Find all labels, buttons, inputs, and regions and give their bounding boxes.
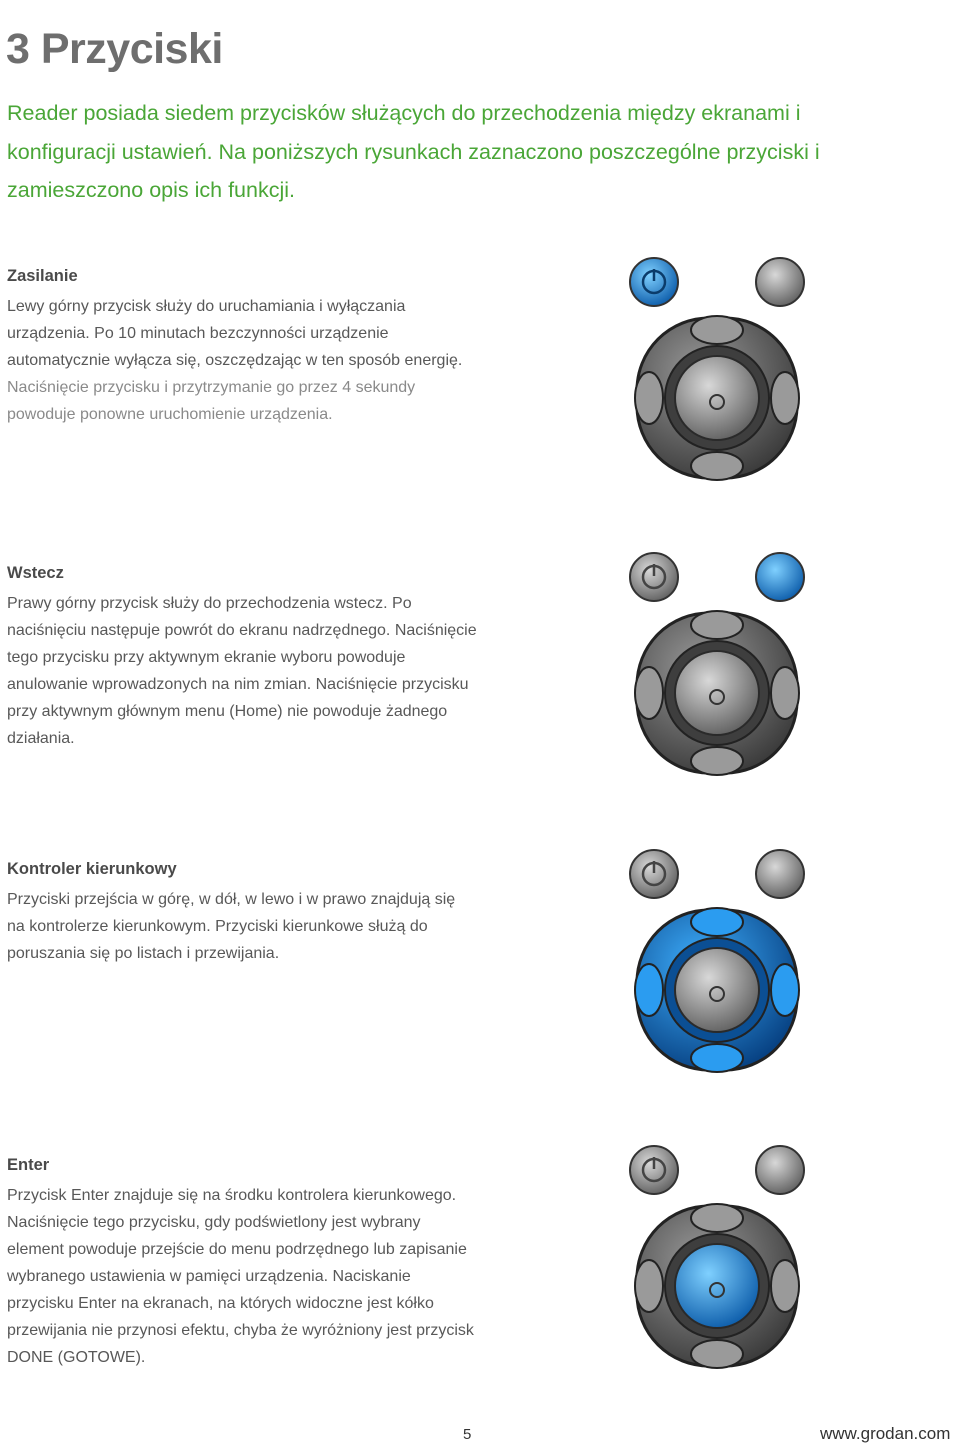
dpad-left-icon <box>635 667 663 719</box>
enter-button-icon <box>675 948 759 1032</box>
dpad-up-icon <box>691 1204 743 1232</box>
back-button-icon <box>756 258 804 306</box>
intro-paragraph: Reader posiada siedem przycisków służących do przechodzenia między ekranami i konfiguracji ustawień. Na poniższych rysunkach zaznaczono poszczególne przyciski i zamieszczono opis ich funkcji. <box>7 101 820 202</box>
section-heading: Wstecz <box>7 564 64 582</box>
enter-button-icon <box>675 651 759 735</box>
dpad-right-icon <box>771 1260 799 1312</box>
section-dpad <box>7 856 477 967</box>
dpad-up-icon <box>691 611 743 639</box>
dpad-down-icon <box>691 452 743 480</box>
button-diagram-back <box>622 551 806 791</box>
dpad-down-icon <box>691 1044 743 1072</box>
page-title: 3 Przyciski <box>6 24 223 73</box>
dpad-up-icon <box>691 316 743 344</box>
back-button-icon <box>756 850 804 898</box>
dpad-up-icon <box>691 908 743 936</box>
dpad-left-icon <box>635 1260 663 1312</box>
button-diagram-enter <box>622 1144 806 1384</box>
section-text-part: Lewy górny przycisk służy do uruchamiania i wyłączania urządzenia. Po 10 minutach bezczynności urządzenie automatycznie wyłącza się, oszczędzając w ten sposób energię. <box>7 298 463 369</box>
section-text <box>7 293 477 428</box>
section-text-part: Naciśnięcie przycisku i przytrzymanie go przez 4 sekundy powoduje ponowne uruchomienie urządzenia. <box>7 379 416 423</box>
section-heading: Kontroler kierunkowy <box>7 860 177 878</box>
section-heading: Zasilanie <box>7 267 78 285</box>
enter-button-icon <box>675 356 759 440</box>
button-diagram-dpad <box>622 848 806 1088</box>
power-button-icon <box>630 553 678 601</box>
section-back <box>7 560 477 752</box>
power-button-icon <box>630 850 678 898</box>
power-button-icon <box>630 258 678 306</box>
back-button-icon <box>756 553 804 601</box>
section-text: Prawy górny przycisk służy do przechodzenia wstecz. Po naciśnięciu następuje powrót do ekranu nadrzędnego. Naciśnięcie tego przycisku przy aktywnym ekranie wyboru powoduje anulowanie wprowadzonych na nim zmian. Naciśnięcie przycisku przy aktywnym głównym menu (Home) nie powoduje żadnego działania. <box>7 595 477 747</box>
section-text: Przyciski przejścia w górę, w dół, w lewo i w prawo znajdują się na kontrolerze kierunkowym. Przyciski kierunkowe służą do poruszania się po listach i przewijania. <box>7 891 456 962</box>
dpad-left-icon <box>635 964 663 1016</box>
power-button-icon <box>630 1146 678 1194</box>
section-power <box>7 263 477 428</box>
footer-url: www.grodan.com <box>820 1424 951 1443</box>
dpad-right-icon <box>771 372 799 424</box>
dpad-right-icon <box>771 964 799 1016</box>
dpad-left-icon <box>635 372 663 424</box>
section-heading: Enter <box>7 1156 50 1174</box>
dpad-down-icon <box>691 747 743 775</box>
page-number: 5 <box>463 1426 472 1443</box>
dpad-down-icon <box>691 1340 743 1368</box>
dpad-right-icon <box>771 667 799 719</box>
section-enter <box>7 1152 477 1371</box>
button-diagram-power <box>622 256 806 496</box>
back-button-icon <box>756 1146 804 1194</box>
enter-button-icon <box>675 1244 759 1328</box>
section-text: Przycisk Enter znajduje się na środku kontrolera kierunkowego. Naciśnięcie tego przycisku, gdy podświetlony jest wybrany element powoduje przejście do menu podrzędnego lub zapisanie wybranego ustawienia w pamięci urządzenia. Naciskanie przycisku Enter na ekranach, na których widoczne jest kółko przewijania nie przynosi efektu, chyba że wyróżniony jest przycisk DONE (GOTOWE). <box>7 1187 474 1366</box>
